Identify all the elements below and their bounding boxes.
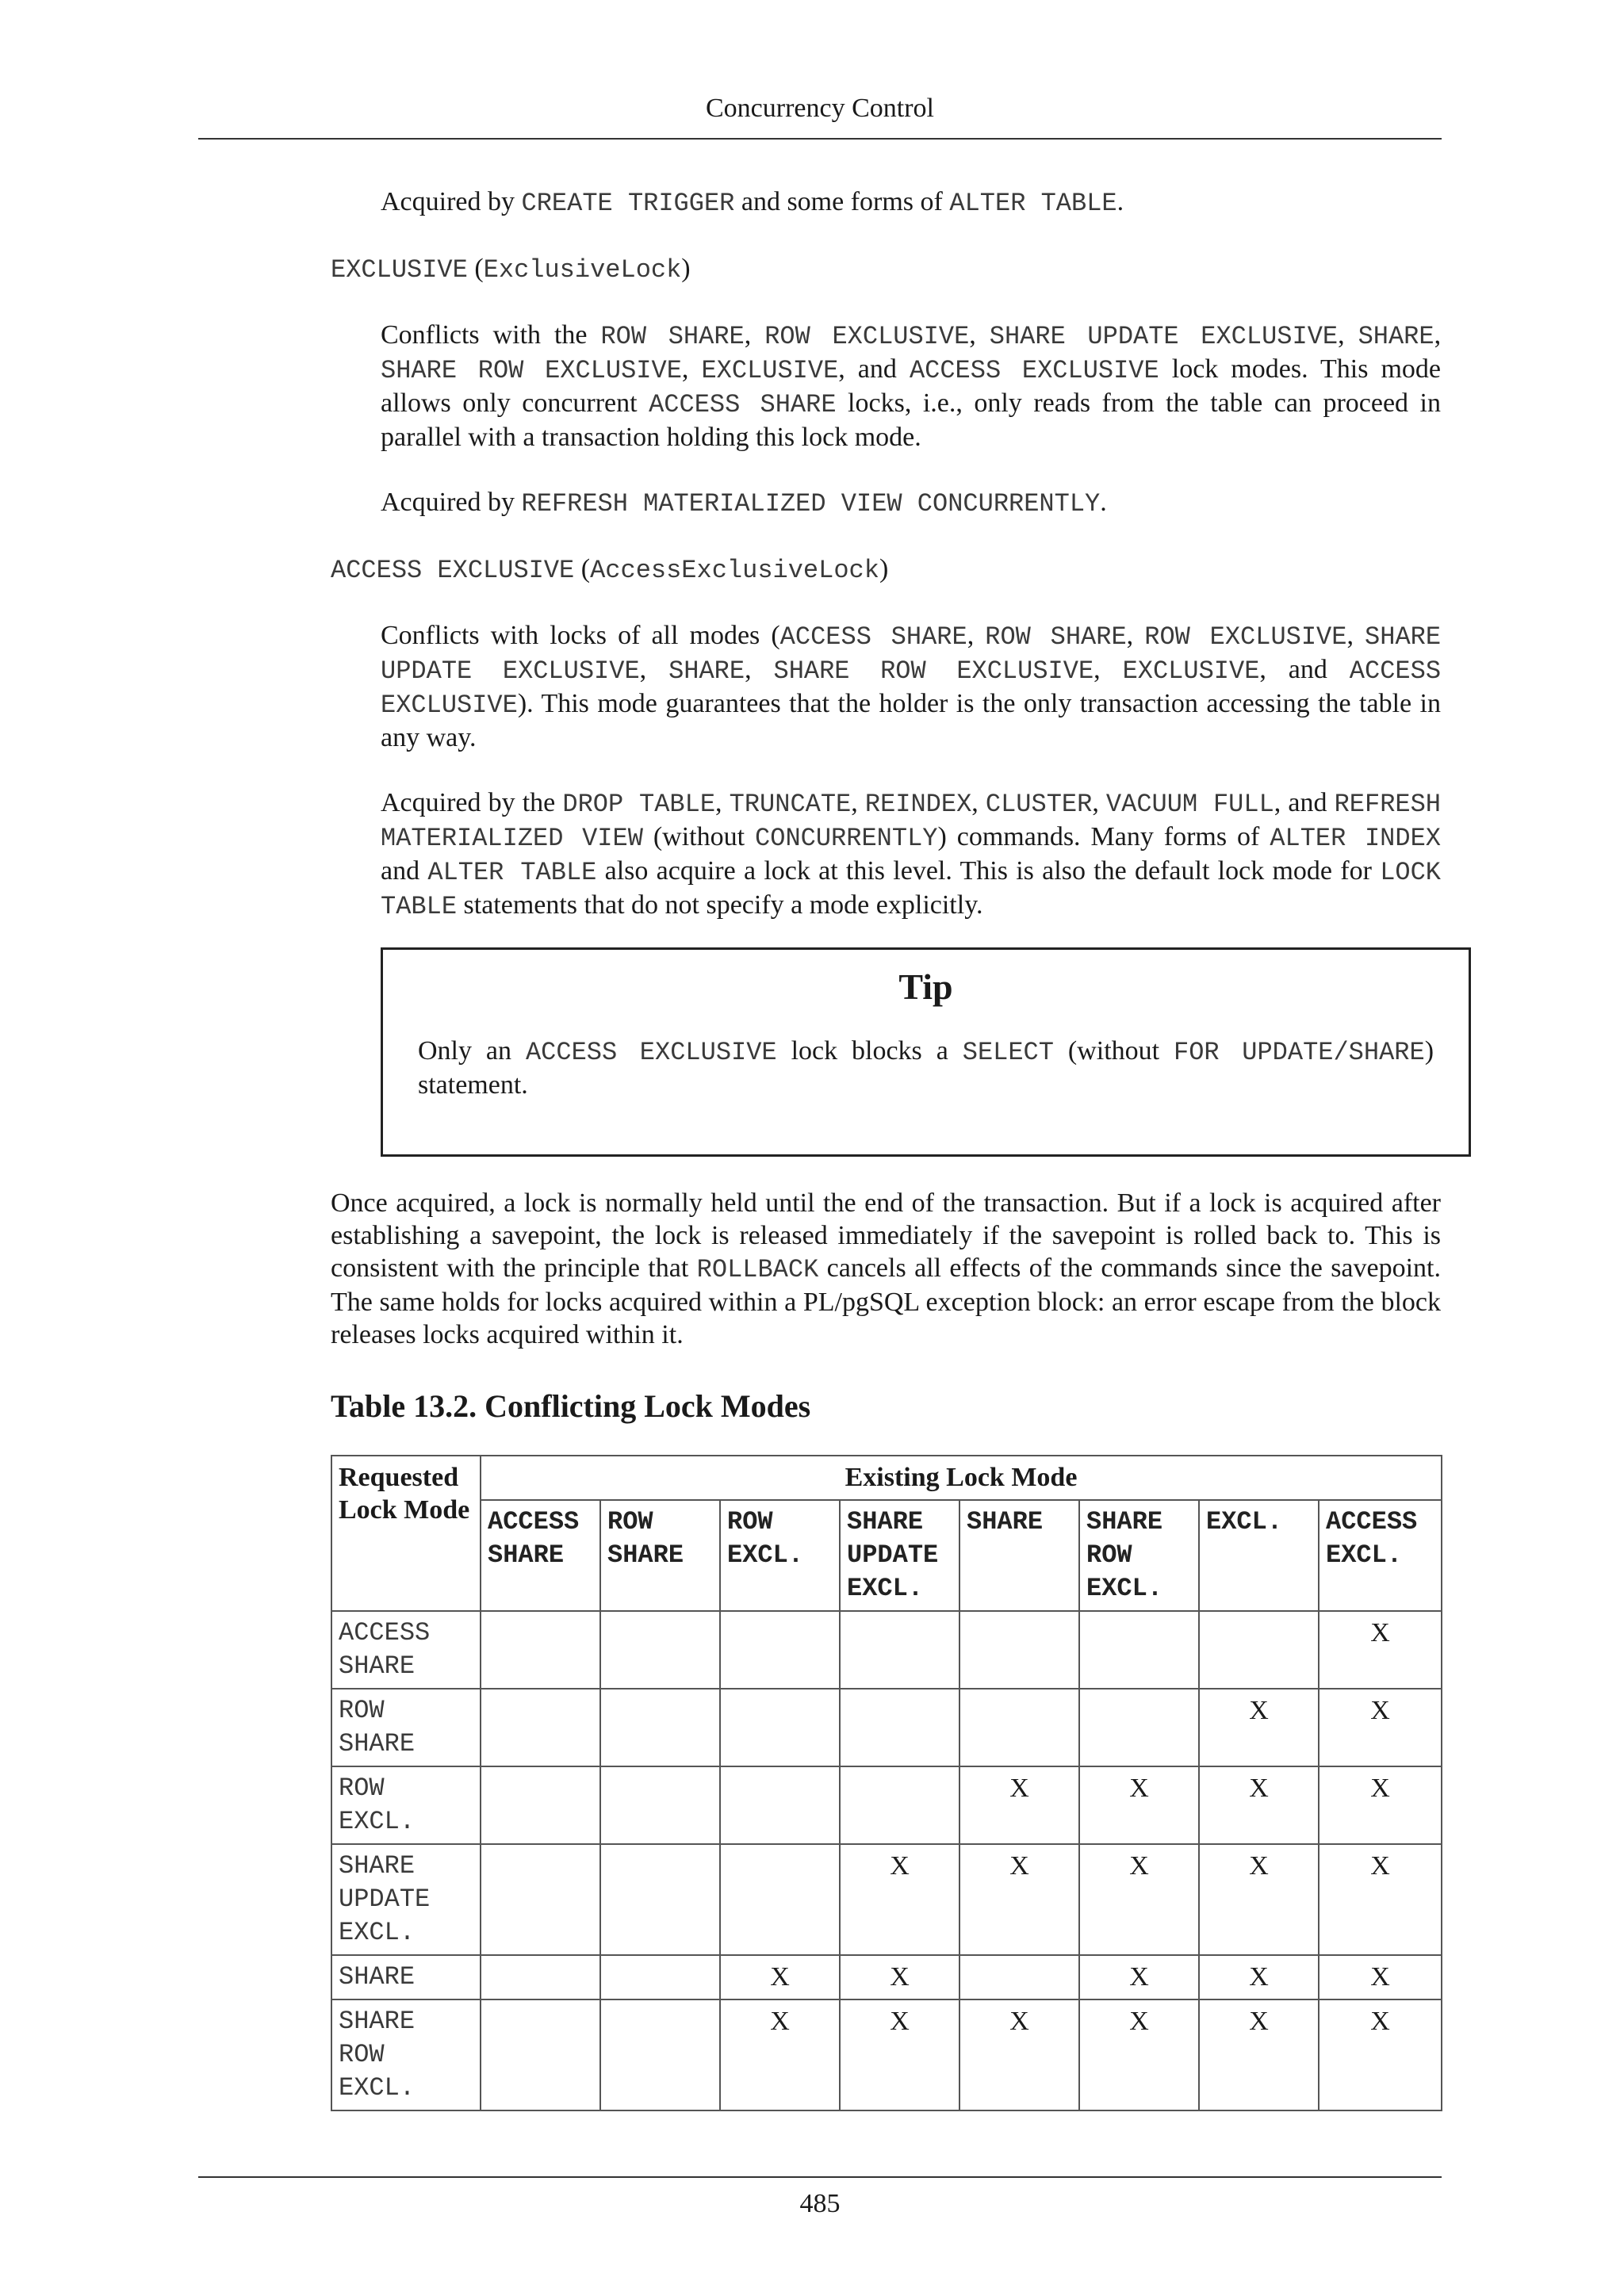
table-cell xyxy=(600,1844,720,1955)
table-cell xyxy=(1079,1689,1199,1766)
table-cell xyxy=(1199,1611,1319,1689)
table-row xyxy=(331,1766,1442,1844)
tip-box xyxy=(381,947,1471,1157)
table-cell: X xyxy=(1199,1689,1319,1766)
table-row xyxy=(331,1689,1442,1766)
column-header: ACCESS EXCL. xyxy=(1319,1500,1442,1611)
table-body xyxy=(331,1611,1442,2110)
row-header: SHARE ROW EXCL. xyxy=(331,1999,481,2110)
table-cell xyxy=(720,1611,840,1689)
table-cell xyxy=(600,1611,720,1689)
tip-title: Tip xyxy=(898,966,953,1007)
table-row xyxy=(331,1955,1442,1999)
page-header: Concurrency Control xyxy=(198,94,1442,140)
row-header: ROW SHARE xyxy=(331,1689,481,1766)
table-cell: X xyxy=(840,1844,959,1955)
table-cell xyxy=(481,1689,600,1766)
table-cell: X xyxy=(840,1999,959,2110)
table-row xyxy=(331,1999,1442,2110)
access-exclusive-conflicts: Conflicts with locks of all modes (ACCESS SHARE, ROW SHARE, ROW EXCLUSIVE, SHARE UPDATE EXCLUSIVE, SHARE, SHARE ROW EXCLUSIVE, EXCLUSIVE, and ACCESS EXCLUSIVE). This mode guarantees that the holder is the only transaction accessing the table in any way. xyxy=(381,621,1442,752)
page-number: 485 xyxy=(198,2176,1442,2219)
table-cell: X xyxy=(1079,1955,1199,1999)
requested-header: Requested Lock Mode xyxy=(331,1456,481,1611)
exclusive-term: EXCLUSIVE (ExclusiveLock) xyxy=(331,254,691,285)
column-header: EXCL. xyxy=(1199,1500,1319,1611)
column-header: SHARE xyxy=(959,1500,1079,1611)
table-cell xyxy=(600,1689,720,1766)
table-title: Table 13.2. Conflicting Lock Modes xyxy=(331,1388,811,1424)
exclusive-conflicts: Conflicts with the ROW SHARE, ROW EXCLUSIVE, SHARE UPDATE EXCLUSIVE, SHARE, SHARE ROW EXCLUSIVE, EXCLUSIVE, and ACCESS EXCLUSIVE lock modes. This mode allows only concurrent ACCESS SHARE locks, i.e., only reads from the table can proceed in parallel with a transaction holding this lock mode. xyxy=(381,320,1442,452)
column-header: ROW EXCL. xyxy=(720,1500,840,1611)
table-cell xyxy=(481,1611,600,1689)
table-cell xyxy=(840,1611,959,1689)
table-cell: X xyxy=(1319,1999,1442,2110)
table-cell: X xyxy=(959,1999,1079,2110)
table-cell xyxy=(600,1955,720,1999)
table-cell: X xyxy=(1199,1844,1319,1955)
access-exclusive-acquired: Acquired by the DROP TABLE, TRUNCATE, REINDEX, CLUSTER, VACUUM FULL, and REFRESH MATERIALIZED VIEW (without CONCURRENTLY) commands. Many forms of ALTER INDEX and ALTER TABLE also acquire a lock at this level. This is also the default lock mode for LOCK TABLE statements that do not specify a mode explicitly. xyxy=(381,788,1441,921)
column-header: SHARE UPDATE EXCL. xyxy=(840,1500,959,1611)
table-cell: X xyxy=(840,1955,959,1999)
row-header: ACCESS SHARE xyxy=(331,1611,481,1689)
table-cell: X xyxy=(1319,1844,1442,1955)
table-row xyxy=(331,1844,1442,1955)
table-cell xyxy=(481,1844,600,1955)
table-cell: X xyxy=(1199,1999,1319,2110)
row-header: ROW EXCL. xyxy=(331,1766,481,1844)
table-cell xyxy=(720,1766,840,1844)
row-header: SHARE xyxy=(331,1955,481,1999)
table-cell: X xyxy=(1199,1955,1319,1999)
table-cell: X xyxy=(1079,1766,1199,1844)
table-cell: X xyxy=(959,1844,1079,1955)
table-cell: X xyxy=(720,1955,840,1999)
existing-header: Existing Lock Mode xyxy=(481,1456,1442,1500)
column-header: ROW SHARE xyxy=(600,1500,720,1611)
table-cell xyxy=(481,1766,600,1844)
table-cell xyxy=(959,1955,1079,1999)
table-cell xyxy=(840,1766,959,1844)
table-cell: X xyxy=(720,1999,840,2110)
table-cell: X xyxy=(1079,1844,1199,1955)
table-cell: X xyxy=(1199,1766,1319,1844)
table-cell: X xyxy=(1319,1955,1442,1999)
table-cell: X xyxy=(1319,1689,1442,1766)
table-cell xyxy=(959,1611,1079,1689)
table-cell xyxy=(481,1999,600,2110)
main-content xyxy=(331,186,1441,955)
table-cell xyxy=(600,1766,720,1844)
tip-body: Only an ACCESS EXCLUSIVE lock blocks a SELECT (without FOR UPDATE/SHARE) statement. xyxy=(418,1036,1434,1100)
conflict-table xyxy=(331,1455,1442,2111)
table-cell: X xyxy=(959,1766,1079,1844)
table-cell xyxy=(600,1999,720,2110)
table-cell xyxy=(840,1689,959,1766)
table-cell xyxy=(481,1955,600,1999)
row-header: SHARE UPDATE EXCL. xyxy=(331,1844,481,1955)
table-cell xyxy=(720,1844,840,1955)
table-cell: X xyxy=(1319,1766,1442,1844)
table-cell xyxy=(720,1689,840,1766)
table-cell xyxy=(959,1689,1079,1766)
savepoint-paragraph: Once acquired, a lock is normally held until the end of the transaction. But if a lock is acquired after establishing a savepoint, the lock is released immediately if the savepoint is rolled back to. This is consistent with the principle that ROLLBACK cancels all effects of the commands since the savepoint. The same holds for locks acquired within a PL/pgSQL exception block: an error escape from the block releases locks acquired within it. xyxy=(331,1188,1441,1349)
table-cell: X xyxy=(1079,1999,1199,2110)
table-cell: X xyxy=(1319,1611,1442,1689)
table-row xyxy=(331,1611,1442,1689)
share-row-excl-acquired: Acquired by CREATE TRIGGER and some forms of ALTER TABLE. xyxy=(381,187,1124,218)
column-header: ACCESS SHARE xyxy=(481,1500,600,1611)
table-cell xyxy=(1079,1611,1199,1689)
exclusive-acquired: Acquired by REFRESH MATERIALIZED VIEW CONCURRENTLY. xyxy=(381,488,1107,519)
column-header: SHARE ROW EXCL. xyxy=(1079,1500,1199,1611)
access-exclusive-term: ACCESS EXCLUSIVE (AccessExclusiveLock) xyxy=(331,554,889,585)
